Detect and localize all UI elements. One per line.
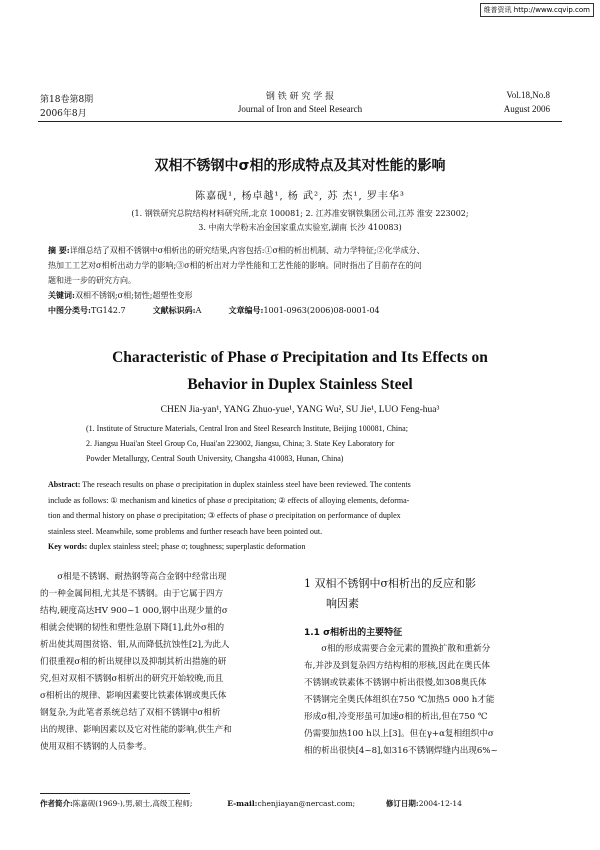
body-line: σ相的形成需要合金元素的置换扩散和重新分	[321, 644, 491, 654]
body-line: 相就会使钢的韧性和塑性急剧下降[1],此外σ相的	[40, 623, 225, 633]
abstract-en-line: include as follows: ① mechanism and kinetics of phase σ precipitation; ② effects of alloying elements, deforma-	[48, 495, 410, 505]
body-line: σ相析出的规律、影响因素要比铁素体钢或奥氏体	[40, 691, 227, 701]
keywords-en-label: Key words:	[48, 542, 88, 551]
section-1-1-heading: 1.1 σ相析出的主要特征	[304, 628, 403, 638]
abstract-en-line: The reseach results on phase σ precipitation in duplex stainless steel have been reviewed. The contents	[80, 480, 411, 489]
abstract-cn-line: 详细总结了双相不锈钢中σ相析出的研究结果,内容包括:①σ相的析出机制、动力学特征;②化学成分、	[69, 246, 425, 255]
affiliation-en-line: 2. Jiangsu Huai'an Steel Group Co, Huai'an 223002, Jiangsu, China; 3. State Key Laboratory for	[86, 439, 395, 448]
body-line: 究,但对双相不锈钢σ相析出的研究开始较晚,而且	[40, 674, 224, 684]
header-vol-en: Vol.18,No.8	[506, 90, 550, 100]
footnote-email: chenjiayan@nercast.com;	[257, 799, 356, 808]
section-1-heading-line: 响因素	[326, 597, 359, 610]
title-en-line-1: Characteristic of Phase σ Precipitation and Its Effects on	[112, 349, 488, 366]
article-no-value: 1001-0963(2006)08-0001-04	[263, 306, 380, 315]
footnote-email-label: E-mail:	[227, 799, 258, 808]
footnote-author: 陈嘉砚(1969-),男,硕士,高级工程师;	[72, 799, 193, 808]
body-left-column	[40, 569, 288, 756]
header-rule	[38, 121, 562, 122]
affiliation-en	[86, 421, 566, 466]
body-line: 结构,硬度高达HV 900~1 000,钢中出现少量的σ	[40, 606, 228, 616]
footnote	[40, 798, 560, 809]
body-line: 析出使其周围贫铬、钼,从而降低抗蚀性[2],为此人	[40, 640, 230, 650]
abstract-en	[48, 477, 560, 555]
authors-cn: 陈嘉砚¹, 杨卓越¹, 杨 武², 苏 杰¹, 罗丰华³	[195, 191, 405, 202]
body-line: 的一种金属间相,尤其是不锈钢。由于它属于四方	[40, 589, 224, 599]
doc-code-label: 文献标识码:	[152, 305, 196, 315]
affiliation-en-line: (1. Institute of Structure Materials, Central Iron and Steel Research Institute, Beijing 100081, China;	[86, 424, 408, 433]
watermark: 维普资讯 http://www.cqvip.com	[480, 3, 594, 17]
body-right-column	[304, 641, 560, 760]
article-no-label: 文章编号:	[228, 305, 264, 315]
keywords-cn-label: 关键词:	[48, 290, 75, 300]
body-line: 形成σ相,冷变形虽可加速σ相的析出,但在750 ℃	[304, 712, 488, 722]
section-1-heading	[304, 574, 562, 614]
body-line: 使用双相不锈钢的人员参考。	[40, 742, 152, 752]
header-month-en: August 2006	[503, 104, 550, 114]
abstract-en-label: Abstract:	[48, 480, 81, 489]
affiliation-cn-1: (1. 钢铁研究总院结构材料研究所,北京 100081; 2. 江苏准安钢铁集团公司,江苏 淮安 223002;	[131, 209, 469, 218]
footnote-author-label: 作者简介:	[40, 799, 73, 808]
abstract-cn	[48, 243, 558, 318]
body-line: σ相是不锈钢、耐热钢等高合金钢中经常出现	[57, 572, 227, 582]
abstract-en-line: tion and thermal history on phase σ precipitation; ③ effects of phase σ precipitation on performance of duplex	[48, 511, 401, 520]
clc-value: TG142.7	[90, 306, 126, 315]
abstract-en-line: stainless steel. Meanwhile, some problems and further reseach have been pointed out.	[48, 526, 323, 536]
body-line: 不锈钢完全奥氏体组织在750 ℃加热5 000 h才能	[304, 695, 495, 705]
keywords-cn: 双相不锈钢;σ相;韧性;超塑性变形	[74, 291, 193, 300]
header-journal-en: Journal of Iron and Steel Research	[237, 104, 363, 114]
body-line: 钢复杂,为此笔者系统总结了双相不锈钢中σ相析	[40, 708, 221, 718]
footnote-revised-label: 修订日期:	[385, 799, 419, 808]
body-line: 布,并涉及到复杂四方结构相的形核,因此在奥氏体	[304, 661, 490, 671]
section-1-heading-line: 1 双相不锈钢中σ相析出的反应和影	[304, 577, 477, 590]
keywords-en: duplex stainless steel; phase σ; toughness; superplastic deformation	[87, 542, 306, 551]
abstract-cn-label: 摘 要:	[48, 245, 70, 255]
authors-en: CHEN Jia-yan¹, YANG Zhuo-yue¹, YANG Wu², SU Jie¹, LUO Feng-hua³	[160, 405, 440, 415]
body-line: 们很重视σ相的析出规律以及抑制其析出措施的研	[40, 657, 227, 667]
affiliation-cn-2: 3. 中南大学粉末冶金国家重点实验室,湖南 长沙 410083)	[198, 223, 402, 232]
footnote-revised: 2004-12-14	[418, 799, 462, 808]
body-line: 不锈钢或铁素体不锈钢中析出很慢,如308奥氏体	[304, 678, 487, 688]
doc-code-value: A	[195, 306, 202, 315]
clc-label: 中图分类号:	[48, 305, 91, 315]
title-en-line-2: Behavior in Duplex Stainless Steel	[187, 376, 413, 393]
body-line: 仍需要加热100 h以上[3]。但在γ+α复相组织中σ	[304, 729, 494, 739]
header-journal-cn: 钢 铁 研 究 学 报	[265, 92, 335, 102]
abstract-cn-line: 题和进一步的研究方向。	[48, 276, 136, 285]
header-date: 2006年8月	[40, 109, 87, 119]
footnote-rule	[40, 793, 190, 794]
title-cn: 双相不锈钢中σ相的形成特点及其对性能的影响	[154, 158, 446, 174]
header-volume: 第18卷第8期	[40, 95, 94, 105]
body-line: 出的规律、影响因素以及它对性能的影响,供生产和	[40, 725, 232, 735]
affiliation-en-line: Powder Metallurgy, Central South University, Changsha 410083, Hunan, China)	[86, 454, 344, 463]
body-line: 相的析出很快[4~8],如316不锈钢焊缝内出现6%~	[304, 746, 498, 756]
abstract-cn-line: 热加工工艺对σ相析出动力学的影响;③σ相的析出对力学性能和工艺性能的影响。同时指出了目前存在的问	[48, 261, 422, 270]
